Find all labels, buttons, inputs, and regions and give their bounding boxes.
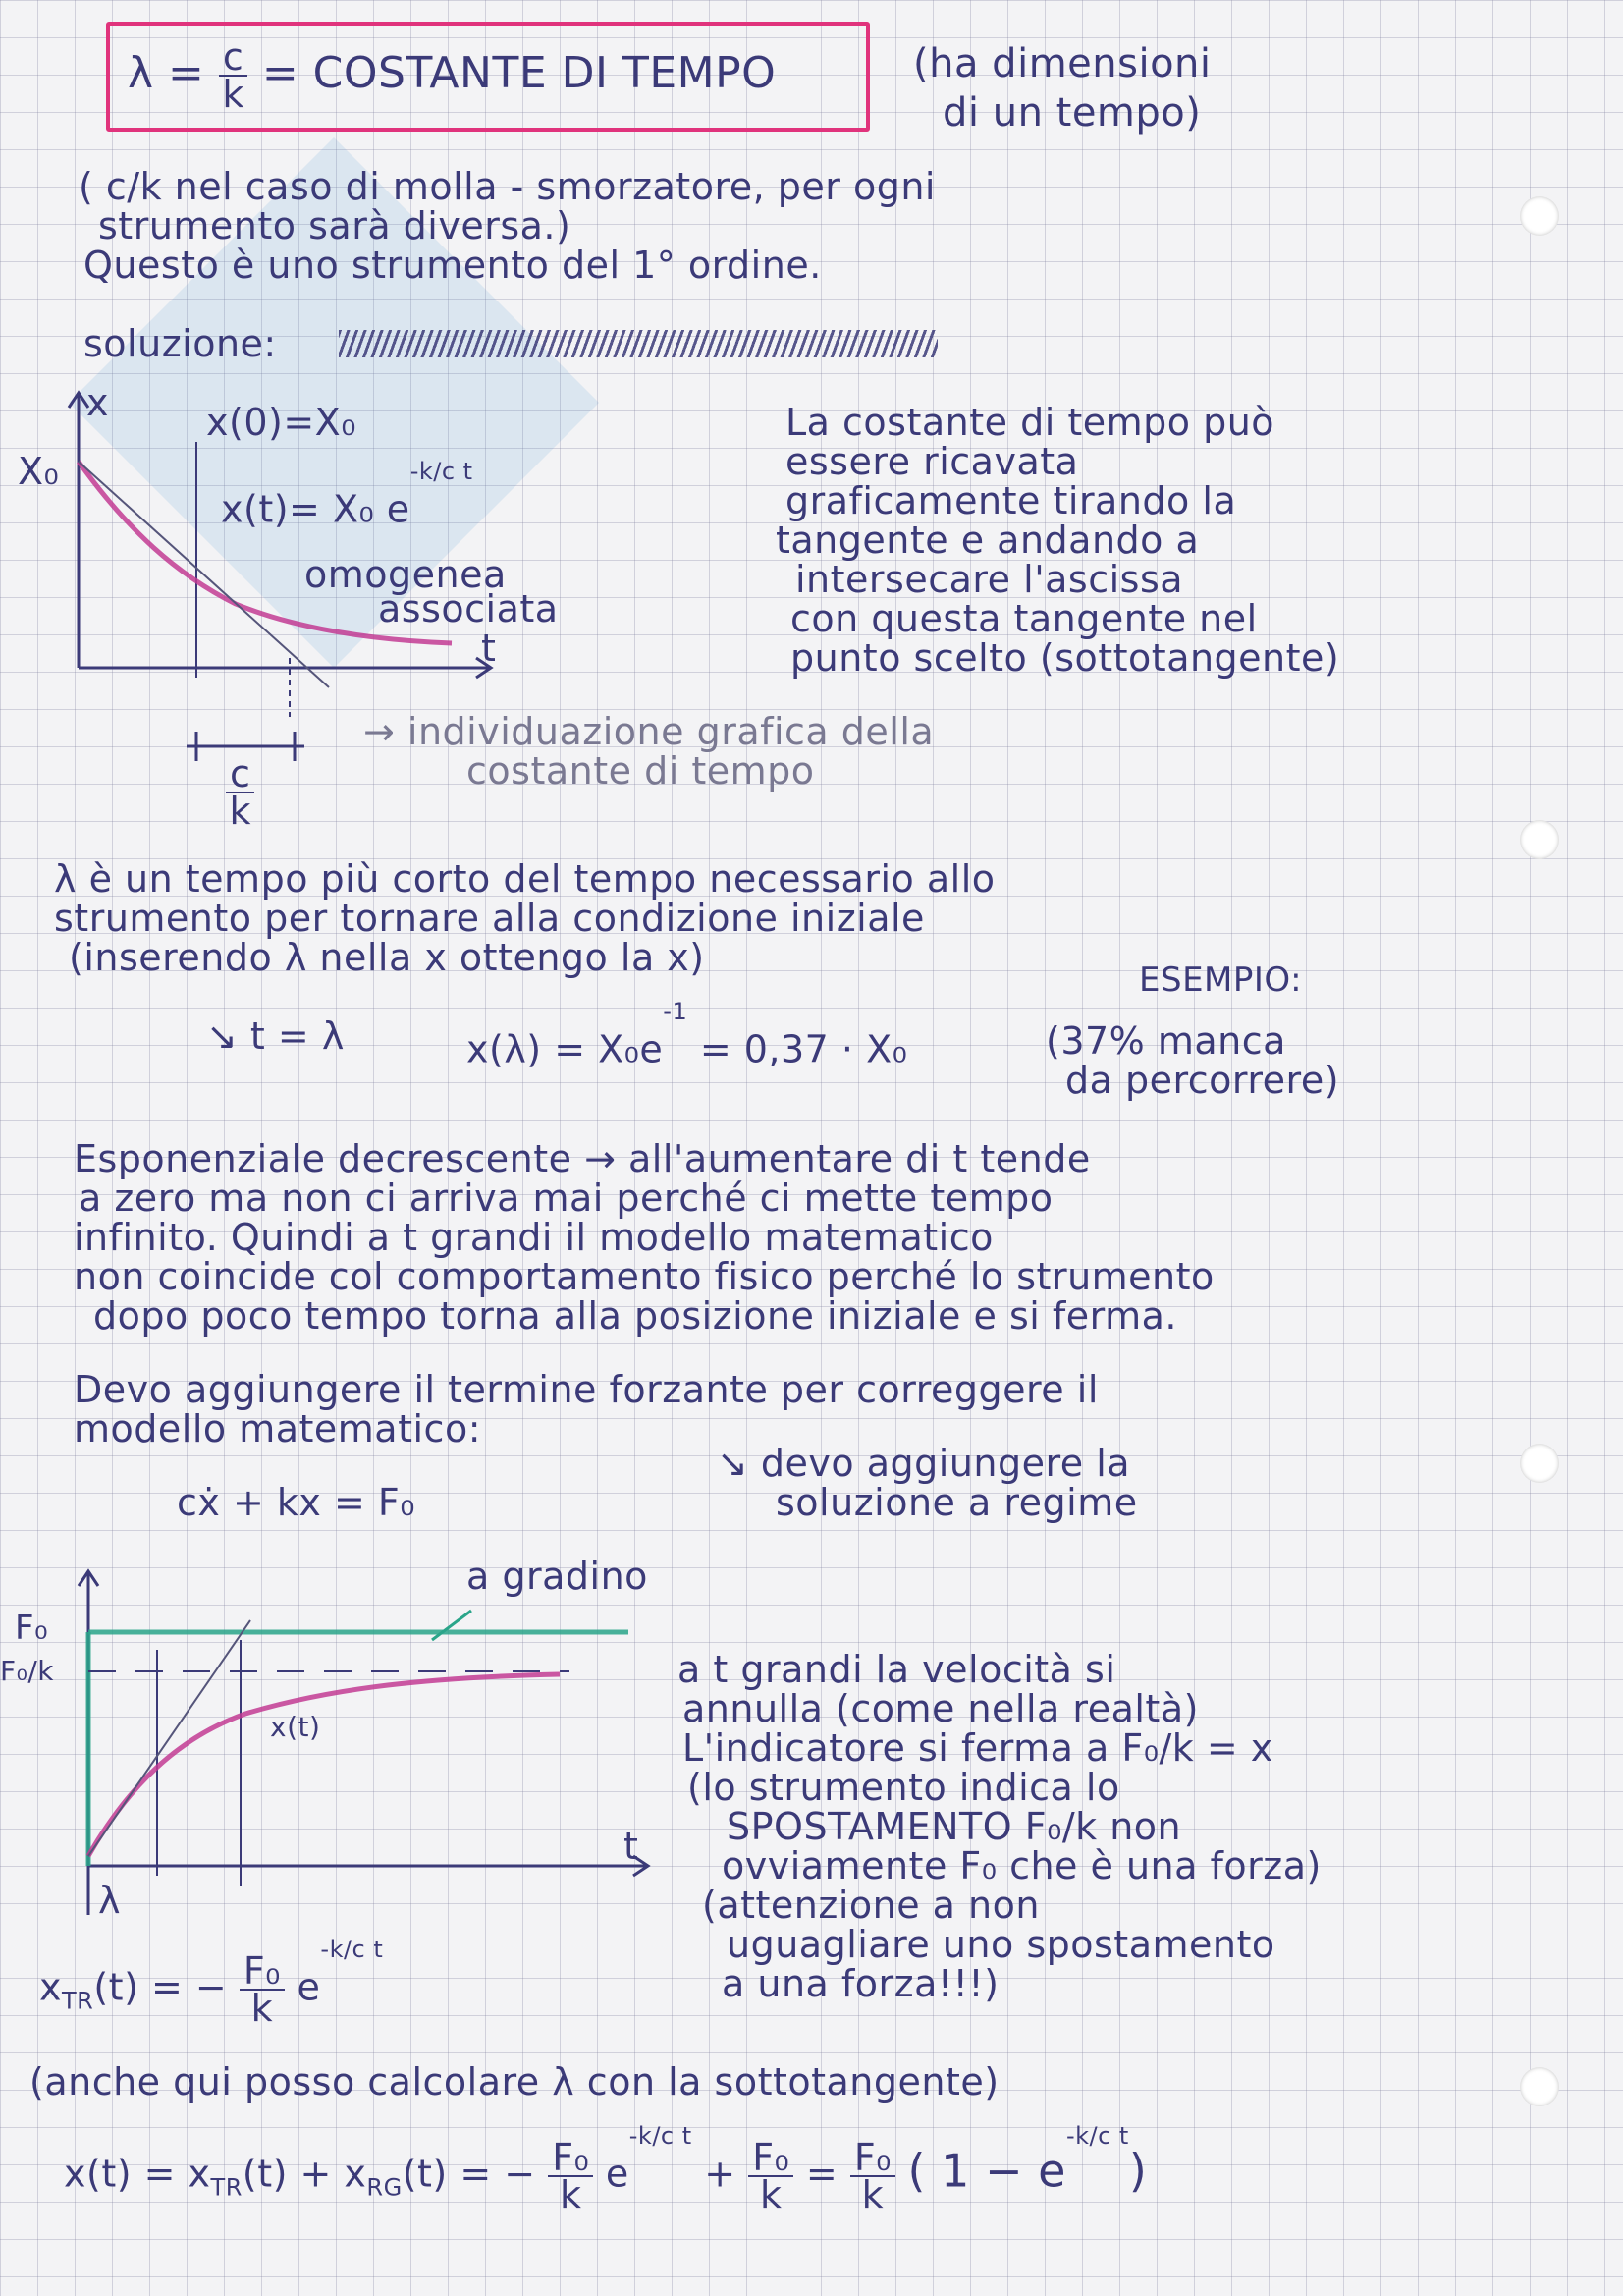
solution-label: soluzione: <box>83 322 277 365</box>
final-sub-rg: RG <box>366 2173 403 2202</box>
graph1-curve-label-2: associata <box>378 587 559 630</box>
xtr-left: x <box>39 1965 62 2009</box>
graph1-axis-y: x <box>86 381 109 424</box>
xtr-fraction <box>240 1949 285 2031</box>
binder-hole-2 <box>1520 820 1559 859</box>
time-constant-formula <box>128 35 777 116</box>
graph1-x0-label: X₀ <box>18 450 60 493</box>
equals-sign: = <box>168 48 205 98</box>
final-fraction-2 <box>748 2136 793 2217</box>
graph2-f0k-label: F₀/k <box>0 1655 54 1687</box>
dimension-note-line1: (ha dimensioni <box>913 41 1212 86</box>
brace-numerator: c <box>226 756 254 793</box>
side-text-2-line-2: annulla (come nella realtà) <box>682 1687 1199 1730</box>
lambda-para-line3: (inserendo λ nella x ottengo la x) <box>69 936 705 979</box>
final-close: ) <box>1128 2144 1148 2198</box>
lambda-para-line2: strumento per tornare alla condizione iniziale <box>54 897 925 940</box>
scribbled-out-text <box>339 330 938 357</box>
forcing-note-2: soluzione a regime <box>776 1481 1138 1524</box>
final-plus: + <box>704 2152 736 2196</box>
side-text-1-line-5: intersecare l'ascissa <box>795 558 1184 601</box>
lambda-eq-right: = 0,37 · X₀ <box>699 1027 908 1071</box>
graph2-lambda-label: λ <box>98 1879 121 1922</box>
lambda-eq-exponent: -1 <box>663 998 688 1025</box>
side-text-2-line-8: uguagliare uno spostamento <box>727 1923 1275 1966</box>
lambda-note-1: (37% manca <box>1046 1019 1286 1063</box>
final-exp-1: -k/c t <box>628 2122 692 2150</box>
exp-para-line-1: Esponenziale decrescente → all'aumentare di t tende <box>74 1137 1091 1180</box>
xtr-e: e <box>297 1965 321 2009</box>
exp-para-line-4: non coincide col comportamento fisico perché lo strumento <box>74 1255 1215 1298</box>
final-num-3: F₀ <box>850 2140 895 2177</box>
final-eq2: = <box>805 2152 839 2196</box>
exp-para-line-2: a zero ma non ci arriva mai perché ci mette tempo <box>79 1176 1054 1220</box>
intro-line3: Questo è uno strumento del 1° ordine. <box>83 244 822 287</box>
xtr-exponent: -k/c t <box>320 1936 384 1963</box>
c-over-k-fraction <box>219 35 247 116</box>
xtr-equation <box>39 1936 384 2040</box>
side-text-1-line-1: La costante di tempo può <box>785 401 1275 444</box>
graph1-eq-exponent: -k/c t <box>409 458 473 485</box>
step-response-graph <box>20 1552 668 1925</box>
graph1-eq-left: x(t)= X₀ e <box>221 487 410 531</box>
graph2-f0-label: F₀ <box>15 1609 49 1648</box>
final-eq-c: (t) = − <box>402 2152 536 2196</box>
final-sub-tr: TR <box>210 2173 243 2202</box>
final-num-2: F₀ <box>748 2140 793 2177</box>
lambda-para-line1: λ è un tempo più corto del tempo necessario allo <box>54 857 996 901</box>
final-den-3: k <box>861 2173 885 2217</box>
xtr-mid: (t) = − <box>93 1965 228 2009</box>
graph2-step-label: a gradino <box>466 1555 648 1598</box>
graph1-arrow-note-2: costante di tempo <box>466 749 815 793</box>
brace-fraction <box>226 752 254 833</box>
final-e1: e <box>605 2152 629 2196</box>
exp-para-line-3: infinito. Quindi a t grandi il modello matematico <box>74 1216 994 1259</box>
graph1-initial-condition: x(0)=X₀ <box>206 401 356 444</box>
side-text-1-line-2: essere ricavata <box>785 440 1079 483</box>
side-text-1-line-6: con questa tangente nel <box>790 597 1258 640</box>
final-eq-b: (t) + x <box>242 2152 367 2196</box>
lambda-equation <box>466 998 908 1071</box>
xtr-numerator: F₀ <box>240 1953 285 1991</box>
final-note: (anche qui posso calcolare λ con la sottotangente) <box>29 2060 1000 2104</box>
final-fraction-3 <box>850 2136 895 2217</box>
binder-hole-3 <box>1520 1444 1559 1483</box>
side-text-2-line-4: (lo strumento indica lo <box>687 1766 1120 1809</box>
dimension-note-line2: di un tempo) <box>943 90 1202 136</box>
final-fraction-1 <box>548 2136 593 2217</box>
final-paren: ( 1 − e <box>907 2144 1066 2198</box>
final-den-2: k <box>759 2173 783 2217</box>
final-eq-a: x(t) = x <box>64 2152 211 2196</box>
intro-line2: strumento sarà diversa.) <box>98 204 571 247</box>
side-text-2-line-5: SPOSTAMENTO F₀/k non <box>727 1805 1182 1848</box>
intro-line1: ( c/k nel caso di molla - smorzatore, per ogni <box>79 165 936 208</box>
side-text-2-line-1: a t grandi la velocità si <box>677 1648 1116 1691</box>
final-num-1: F₀ <box>548 2140 593 2177</box>
graph1-arrow-note-1: → individuazione grafica della <box>363 710 935 753</box>
final-equation <box>64 2121 1147 2231</box>
forcing-note-1: ↘ devo aggiungere la <box>717 1442 1131 1485</box>
exp-para-line-5: dopo poco tempo torna alla posizione iniziale e si ferma. <box>93 1294 1177 1338</box>
fraction-denominator: k <box>222 73 244 116</box>
graph2-curve-label: x(t) <box>270 1711 321 1743</box>
side-text-2-line-6: ovviamente F₀ che è una forza) <box>722 1844 1322 1887</box>
lambda-note-2: da percorrere) <box>1065 1059 1340 1102</box>
xtr-denominator: k <box>250 1987 274 2031</box>
graph2-axis-x: t <box>623 1825 639 1868</box>
graph1-equation <box>221 458 473 531</box>
side-text-1-line-4: tangente e andando a <box>776 519 1200 562</box>
side-text-1-line-3: graficamente tirando la <box>785 479 1237 522</box>
time-constant-text: = COSTANTE DI TEMPO <box>261 48 777 98</box>
side-text-2-line-7: (attenzione a non <box>702 1884 1040 1927</box>
brace-denominator: k <box>229 790 251 833</box>
xtr-subscript: TR <box>62 1987 94 2015</box>
forcing-line2: modello matematico: <box>74 1407 481 1450</box>
side-text-1-line-7: punto scelto (sottotangente) <box>790 636 1340 680</box>
fraction-numerator: c <box>219 39 247 77</box>
forcing-equation: cẋ + kx = F₀ <box>177 1481 415 1524</box>
lambda-symbol: λ <box>128 48 154 98</box>
lambda-arrow-eq: ↘ t = λ <box>206 1014 345 1058</box>
brace-c-over-k <box>226 752 254 833</box>
side-text-2-line-3: L'indicatore si ferma a F₀/k = x <box>682 1726 1273 1770</box>
final-den-1: k <box>559 2173 582 2217</box>
graph1-curve-label-1: omogenea <box>304 553 507 596</box>
graph1-axis-x: t <box>481 627 497 670</box>
side-text-2-line-9: a una forza!!!) <box>722 1962 1000 2005</box>
example-label: ESEMPIO: <box>1139 960 1303 1000</box>
final-exp-2: -k/c t <box>1065 2122 1129 2150</box>
forcing-line1: Devo aggiungere il termine forzante per correggere il <box>74 1368 1099 1411</box>
lambda-eq-left: x(λ) = X₀e <box>466 1027 664 1071</box>
binder-hole-4 <box>1520 2067 1559 2106</box>
binder-hole-1 <box>1520 196 1559 236</box>
